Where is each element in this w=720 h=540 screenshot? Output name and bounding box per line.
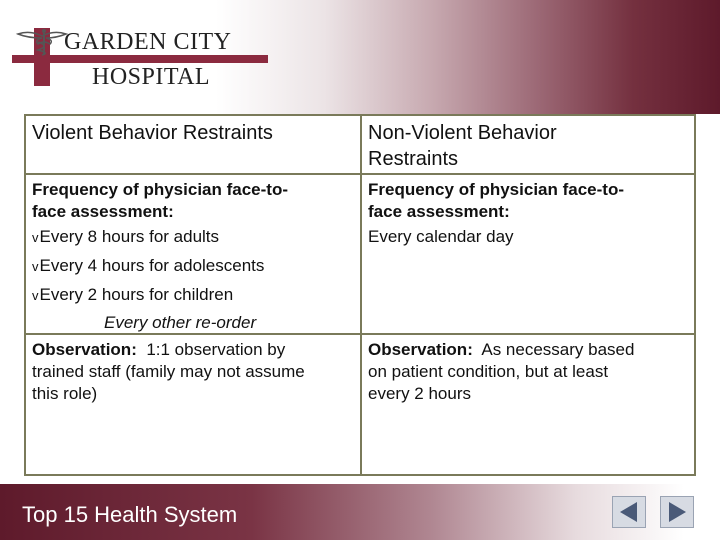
frequency-label-line2: face assessment: (368, 202, 510, 221)
observation-nonviolent-cell (368, 339, 694, 405)
bullet-check-icon: v (32, 230, 39, 245)
observation-text-line3: this role) (32, 384, 98, 403)
observation-text-line1: 1:1 observation by (146, 340, 286, 359)
hospital-logo (10, 28, 260, 90)
list-item: vEvery 2 hours for children (32, 285, 234, 304)
frequency-label-line1: Frequency of physician face-to- (368, 180, 624, 199)
frequency-value: Every calendar day (368, 227, 514, 246)
observation-text-line3: every 2 hours (368, 384, 471, 403)
footer-tagline: Top 15 Health System (22, 502, 238, 527)
frequency-label-line2: face assessment: (32, 202, 174, 221)
logo-name-line1: GARDEN CITY (64, 29, 232, 55)
col2-header-line2: Restraints (368, 148, 459, 170)
column-divider (360, 116, 362, 474)
triangle-right-icon (661, 497, 693, 527)
list-item: vEvery 8 hours for adults (32, 227, 220, 246)
frequency-label-line1: Frequency of physician face-to- (32, 180, 288, 199)
caduceus-icon (12, 28, 72, 56)
next-slide-button[interactable] (660, 496, 694, 528)
bullet-check-icon: v (32, 259, 39, 274)
frequency-note: Every other re-order (104, 313, 257, 332)
observation-text-line2: on patient condition, but at least (368, 362, 609, 381)
frequency-nonviolent-cell (368, 179, 692, 251)
row-divider-header (26, 173, 694, 175)
restraints-comparison-table (24, 114, 696, 476)
list-item: vEvery 4 hours for adolescents (32, 256, 265, 275)
col1-header: Violent Behavior Restraints (32, 122, 273, 144)
triangle-left-icon (613, 497, 645, 527)
observation-text-line1: As necessary based (481, 340, 635, 359)
bullet-check-icon: v (32, 288, 39, 303)
col2-header (368, 120, 557, 172)
observation-violent-cell (32, 339, 358, 405)
observation-label: Observation: (368, 340, 473, 359)
previous-slide-button[interactable] (612, 496, 646, 528)
observation-text-line2: trained staff (family may not assume (32, 362, 305, 381)
logo-cross-horizontal (12, 55, 268, 63)
col2-header-line1: Non-Violent Behavior (368, 122, 557, 144)
frequency-violent-cell (32, 179, 358, 336)
logo-name-line2: HOSPITAL (92, 64, 211, 90)
observation-label: Observation: (32, 340, 137, 359)
